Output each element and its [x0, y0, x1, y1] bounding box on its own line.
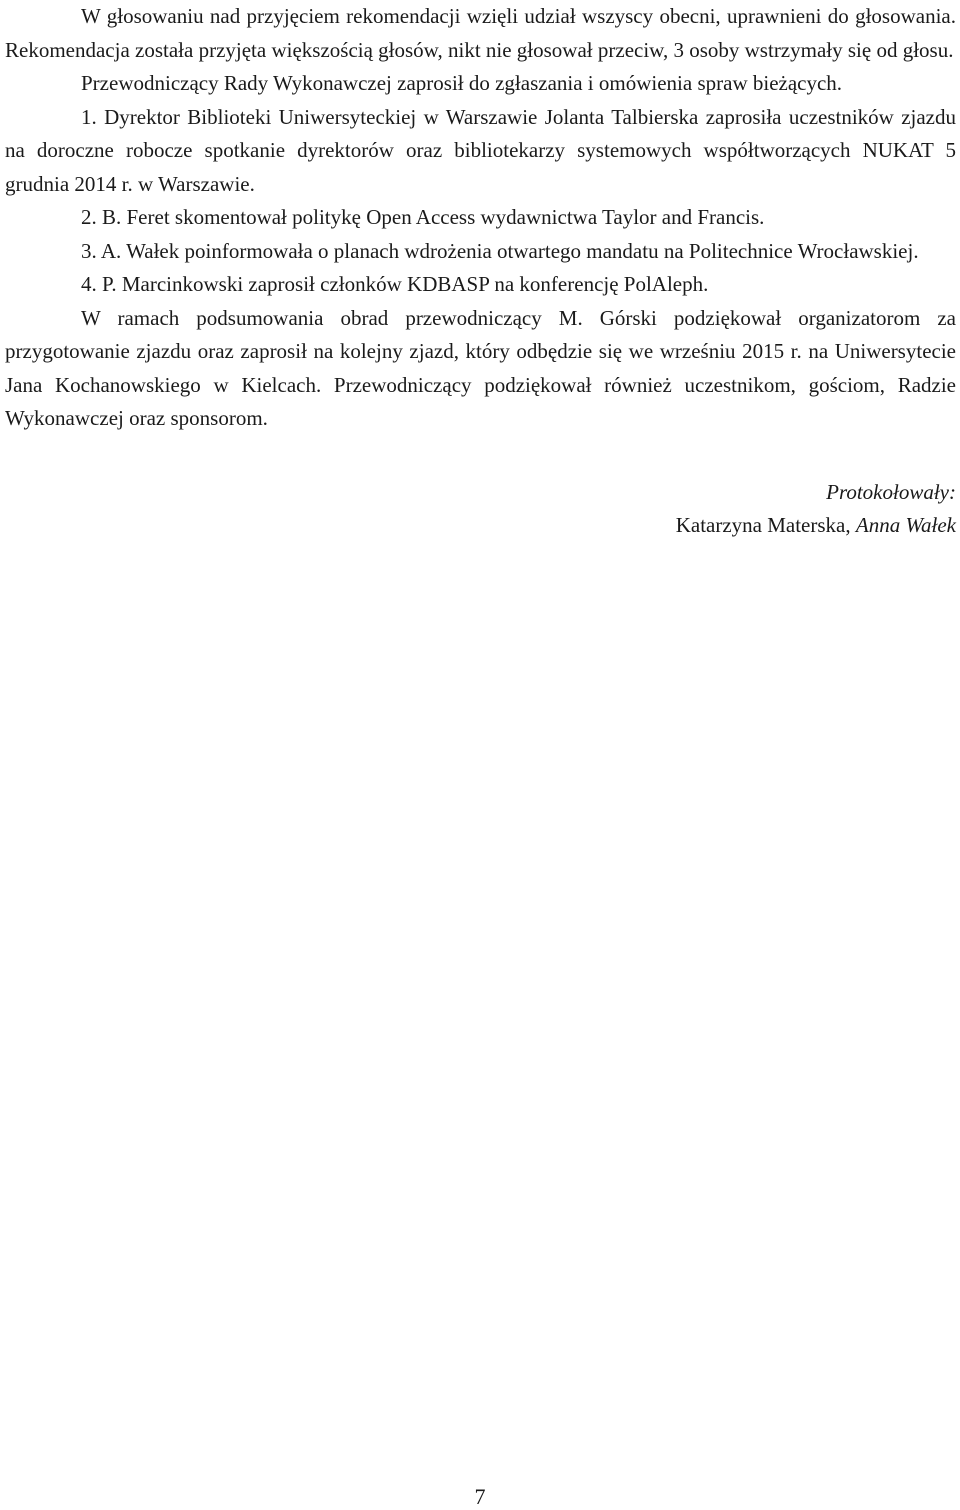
- signature-heading: Protokołowały:: [826, 479, 956, 504]
- spacer: [5, 436, 956, 476]
- signature-name-2: Anna Wałek: [855, 513, 956, 537]
- document-page: [5, 0, 956, 543]
- paragraph-item-1: 1. Dyrektor Biblioteki Uniwersyteckiej w Warszawie Jolanta Talbierska zaprosiła uczestników zjazdu na doroczne robocze spotkanie dyrektorów oraz bibliotekarzy systemowych współtworzących NUKAT 5 grudnia 2014 r. w Warszawie.: [5, 104, 956, 196]
- paragraph-summary: W ramach podsumowania obrad przewodniczący M. Górski podziękował organizatorom za przygotowanie zjazdu oraz zaprosił na kolejny zjazd, który odbędzie się we wrześniu 2015 r. na Uniwersytecie Jana Kochanowskiego w Kielcach. Przewodniczący podziękował również uczestnikom, gościom, Radzie Wykonawczej oraz sponsorom.: [5, 305, 956, 430]
- signature-names: [5, 509, 956, 543]
- paragraph-item-4: 4. P. Marcinkowski zaprosił członków KDBASP na konferencję PolAleph.: [81, 272, 709, 296]
- paragraph-current-matters: Przewodniczący Rady Wykonawczej zaprosił do zgłaszania i omówienia spraw bieżących.: [81, 71, 843, 95]
- paragraph-item-2: 2. B. Feret skomentował politykę Open Access wydawnictwa Taylor and Francis.: [81, 205, 765, 229]
- signature-name-1: Katarzyna Materska,: [675, 513, 851, 537]
- paragraph-voting: W głosowaniu nad przyjęciem rekomendacji wzięli udział wszyscy obecni, uprawnieni do głosowania. Rekomendacja została przyjęta większością głosów, nikt nie głosował przeciw, 3 osoby wstrzymały się od głosu.: [5, 4, 956, 62]
- page-number: 7: [474, 1484, 486, 1509]
- paragraph-item-3: 3. A. Wałek poinformowała o planach wdrożenia otwartego mandatu na Politechnice Wrocławskiej.: [81, 238, 919, 263]
